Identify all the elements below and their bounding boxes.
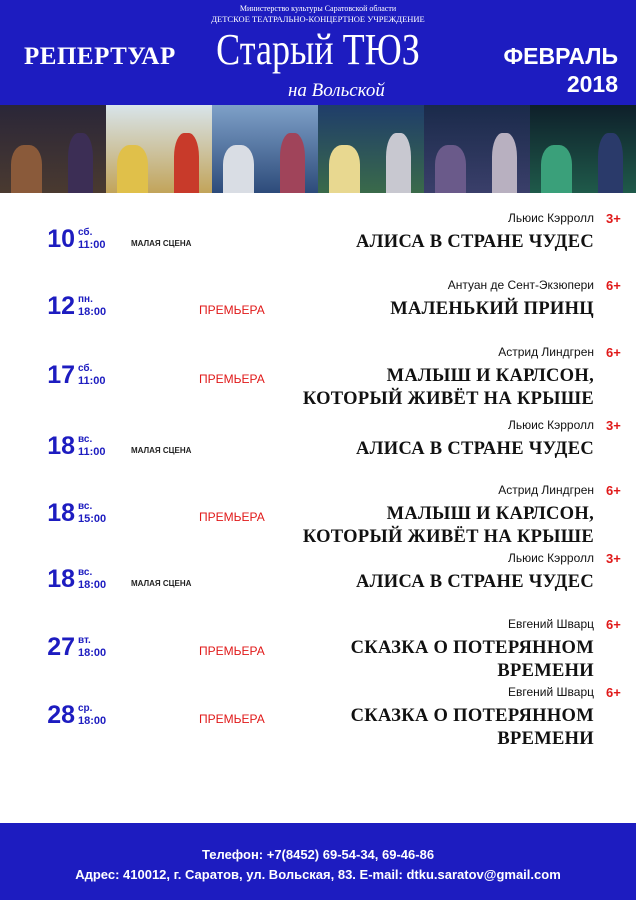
event-day: 27 [47,633,75,661]
theatre-logo: Старый ТЮЗ [216,25,420,74]
event-title [234,503,594,549]
age-rating: 6+ [606,617,621,632]
stage-label: МАЛАЯ СЦЕНА [131,579,192,588]
event-weekday: пн. [78,294,93,305]
event-title-line: КОТОРЫЙ ЖИВЁТ НА КРЫШЕ [302,527,594,547]
event-author: Льюис Кэрролл [507,551,594,565]
event-day: 18 [47,432,75,460]
performance-photo [0,105,106,193]
event-title-line: АЛИСА В СТРАНЕ ЧУДЕС [356,572,594,592]
age-rating: 3+ [606,551,621,566]
ministry-text: Министерство культуры Саратовской области [239,4,397,13]
event-title [234,438,594,461]
event-time: 18:00 [78,715,107,727]
event-time: 18:00 [78,579,107,591]
event-author: Антуан де Сент-Экзюпери [447,278,594,292]
performance-photo [530,105,636,193]
age-rating: 6+ [606,345,621,360]
event-author: Льюис Кэрролл [507,418,594,432]
event-title-line: СКАЗКА О ПОТЕРЯННОМ [350,638,594,658]
month-label: ФЕВРАЛЬ [503,43,618,69]
performance-photo [424,105,530,193]
event-title-line: МАЛЫШ И КАРЛСОН, [386,366,594,386]
event-title-line: МАЛЕНЬКИЙ ПРИНЦ [390,299,594,319]
event-title-line: КОТОРЫЙ ЖИВЁТ НА КРЫШЕ [302,389,594,409]
stage-label: МАЛАЯ СЦЕНА [131,239,192,248]
repertoire-title: РЕПЕРТУАР [24,43,176,70]
event-title [234,231,594,254]
event-author: Евгений Шварц [508,685,594,699]
age-rating: 6+ [606,483,621,498]
theatre-logo-subtitle: на Вольской [288,80,385,101]
performance-photo [212,105,318,193]
event-weekday: вс. [78,567,93,578]
event-day: 18 [47,565,75,593]
event-title-line: ВРЕМЕНИ [497,661,594,681]
age-rating: 3+ [606,418,621,433]
stage-label: МАЛАЯ СЦЕНА [131,446,192,455]
premiere-label: ПРЕМЬЕРА [199,712,265,726]
performance-photo [318,105,424,193]
event-weekday: сб. [78,227,93,238]
event-title [234,365,594,411]
event-author: Астрид Линдгрен [498,345,594,359]
event-title-line: СКАЗКА О ПОТЕРЯННОМ [350,706,594,726]
age-rating: 3+ [606,211,621,226]
event-time: 18:00 [78,647,107,659]
footer-contacts [0,823,636,900]
header-banner [0,0,636,105]
event-title [234,298,594,321]
event-title-line: МАЛЫШ И КАРЛСОН, [386,504,594,524]
age-rating: 6+ [606,685,621,700]
institution-text: ДЕТСКОЕ ТЕАТРАЛЬНО-КОНЦЕРТНОЕ УЧРЕЖДЕНИЕ [211,14,425,24]
event-weekday: вс. [78,434,93,445]
event-weekday: вс. [78,501,93,512]
event-day: 18 [47,499,75,527]
premiere-label: ПРЕМЬЕРА [199,372,265,386]
premiere-label: ПРЕМЬЕРА [199,510,265,524]
phone-info: Телефон: +7(8452) 69-54-34, 69-46-86 [201,847,435,862]
event-title [234,637,594,683]
event-weekday: ср. [78,703,93,714]
event-title-line: АЛИСА В СТРАНЕ ЧУДЕС [356,439,594,459]
event-time: 15:00 [78,513,107,525]
event-weekday: сб. [78,363,93,374]
address-info: Адрес: 410012, г. Саратов, ул. Вольская, 83. E-mail: dtku.saratov@gmail.com [75,867,561,882]
premiere-label: ПРЕМЬЕРА [199,644,265,658]
event-day: 10 [47,225,75,253]
event-time: 11:00 [78,446,106,458]
age-rating: 6+ [606,278,621,293]
event-author: Льюис Кэрролл [507,211,594,225]
performance-photo-strip [0,105,636,193]
event-time: 11:00 [78,375,106,387]
event-time: 18:00 [78,306,107,318]
event-title [234,705,594,751]
event-title-line: ВРЕМЕНИ [497,729,594,749]
event-day: 17 [47,361,75,389]
event-day: 12 [47,292,75,320]
event-author: Евгений Шварц [508,617,594,631]
event-time: 11:00 [78,239,106,251]
event-day: 28 [47,701,75,729]
event-title-line: АЛИСА В СТРАНЕ ЧУДЕС [356,232,594,252]
year-label: 2018 [566,71,618,97]
performance-photo [106,105,212,193]
event-author: Астрид Линдгрен [498,483,594,497]
event-weekday: вт. [78,635,91,646]
month-year [504,42,618,98]
event-title [234,571,594,594]
premiere-label: ПРЕМЬЕРА [199,303,265,317]
